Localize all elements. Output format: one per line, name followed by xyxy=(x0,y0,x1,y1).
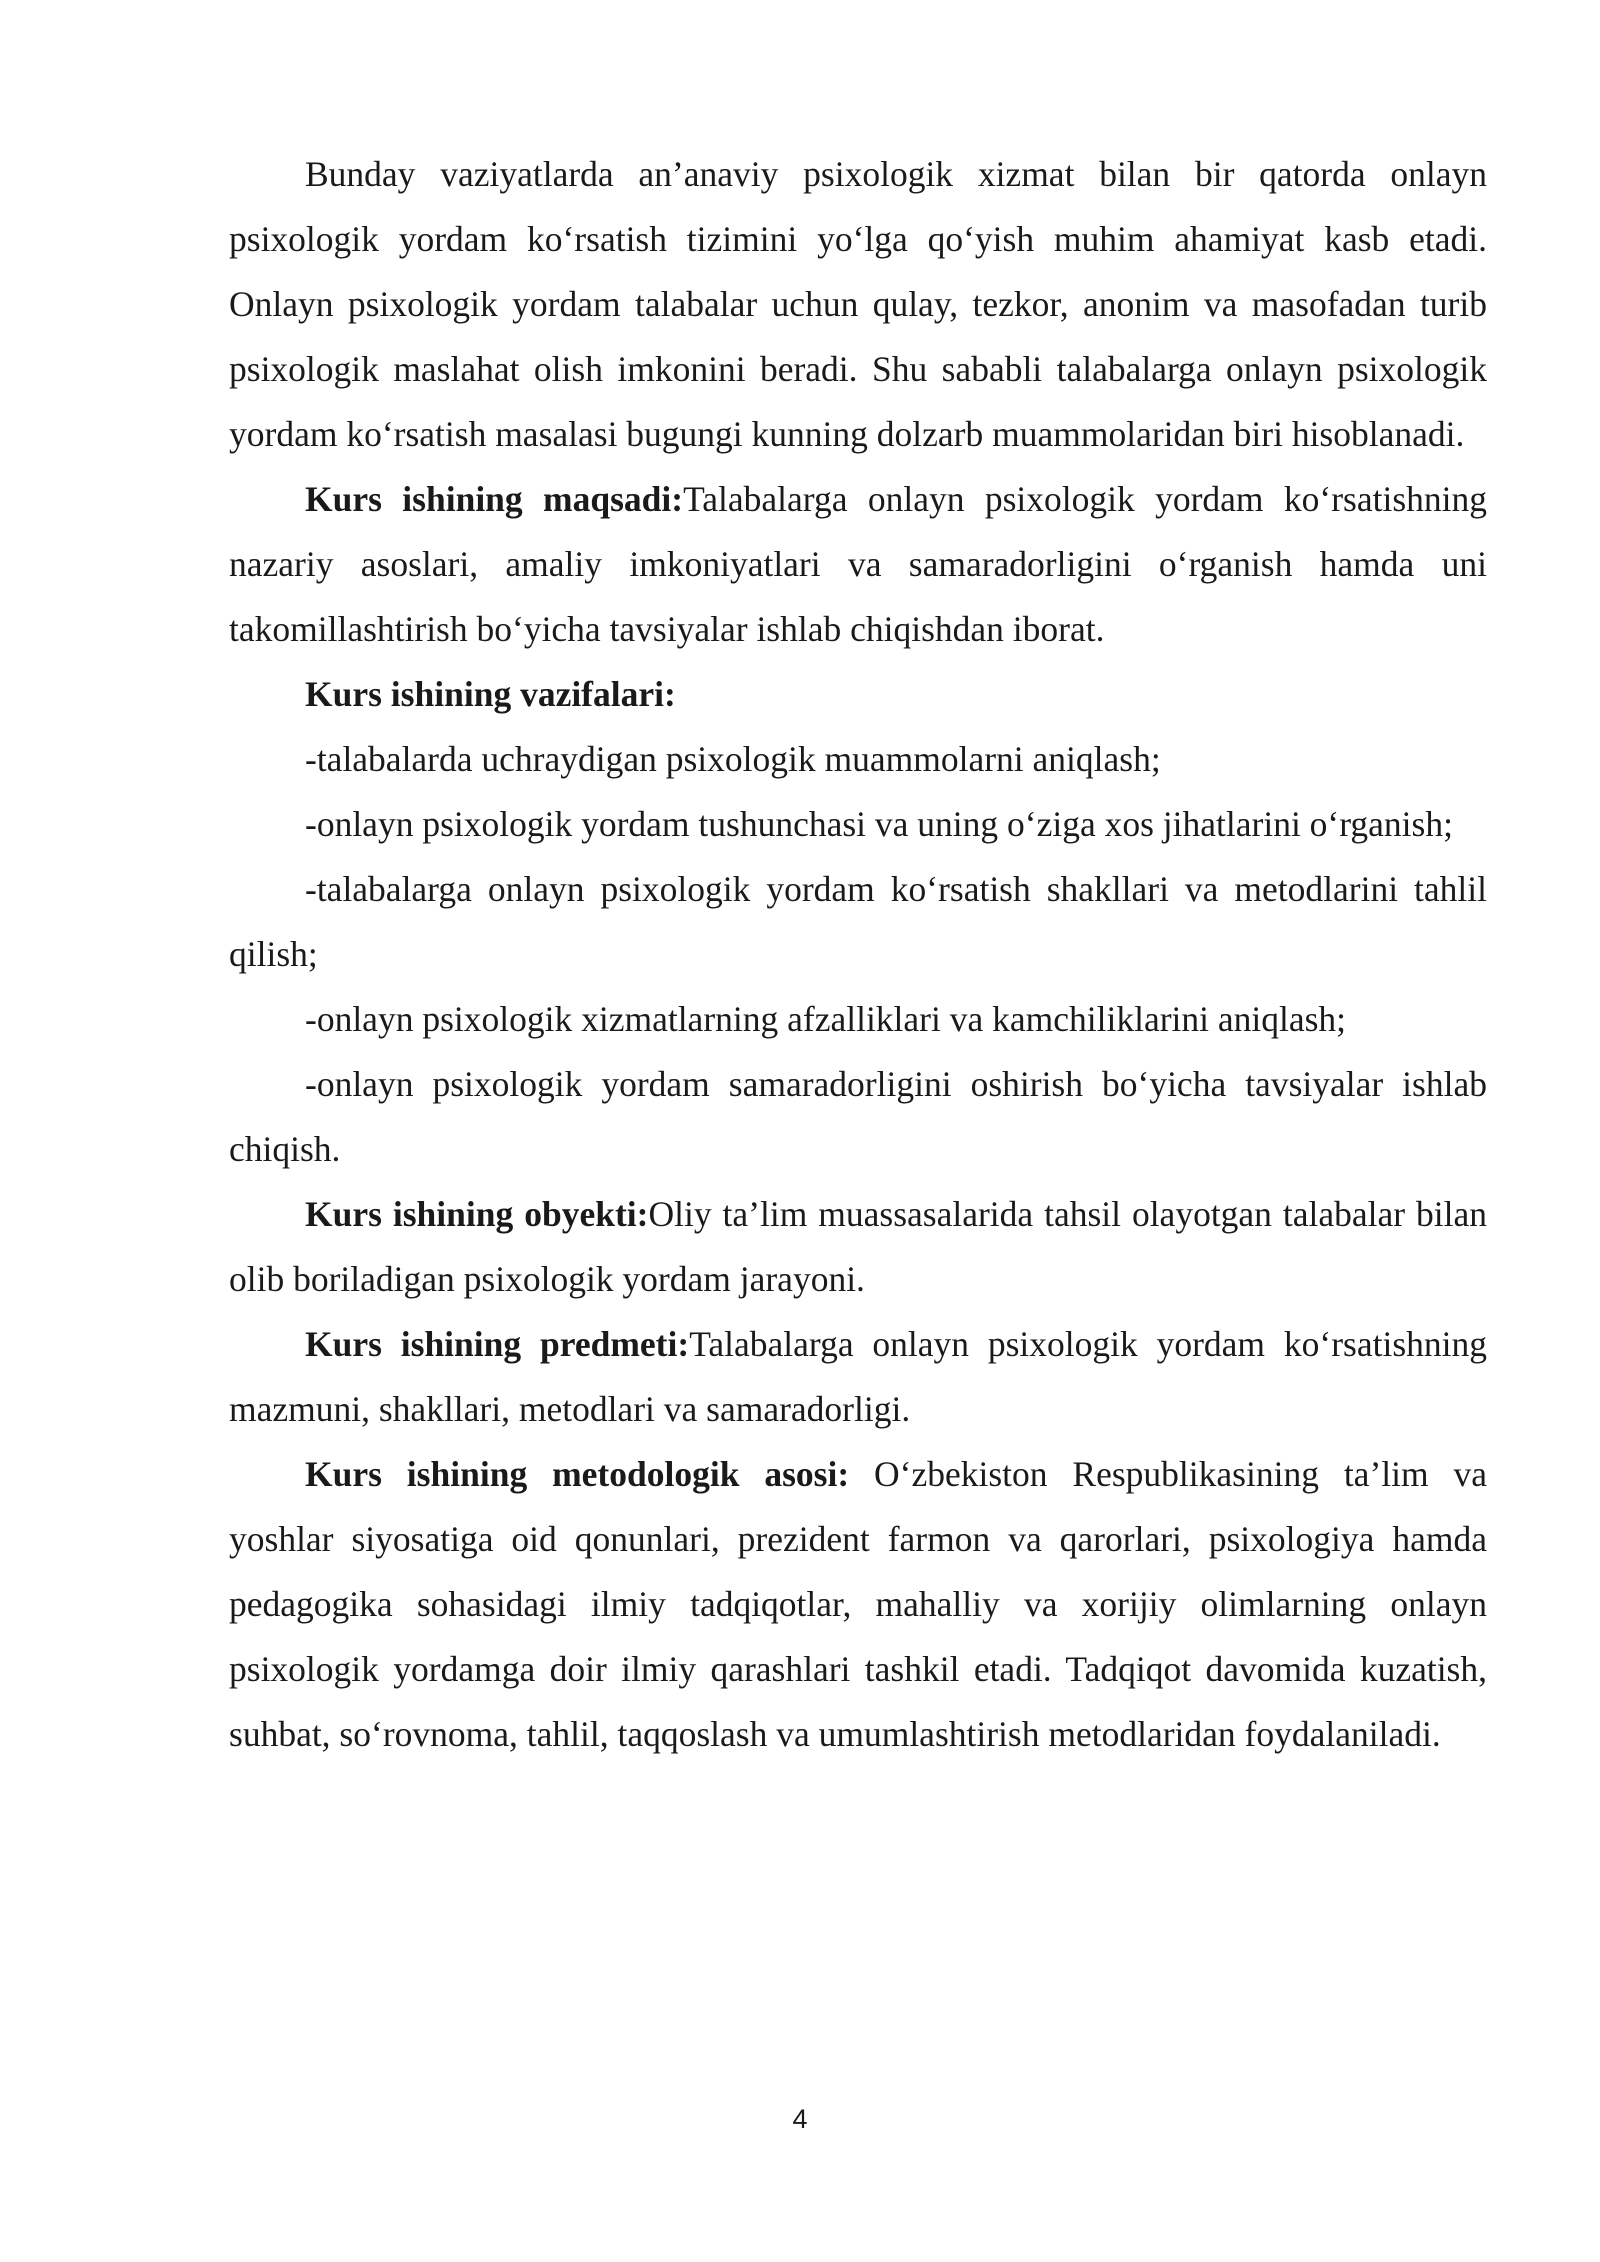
paragraph-text: Talabalarga onlayn psixologik yordam ko‘rsatishning nazariy asoslari, amaliy imkoniyatlari va samaradorligini o‘rganish hamda uni takomillashtirish bo‘yicha tavsiyalar ishlab chiqishdan iborat. xyxy=(229,479,1488,649)
paragraph-text: Bunday vaziyatlarda an’anaviy psixologik xizmat bilan bir qatorda onlayn psixologik yordam ko‘rsatish tizimini yo‘lga qo‘yish muhim ahamiyat kasb etadi. Onlayn psixologik yordam talabalar uchun qulay, tezkor, anonim va masofadan turib psixologik maslahat olish imkonini beradi. Shu sababli talabalarga onlayn psixologik yordam ko‘rsatish masalasi bugungi kunning dolzarb muammolaridan biri hisoblanadi. xyxy=(229,154,1487,454)
task-item xyxy=(229,987,1487,1052)
document-body xyxy=(229,142,1487,1767)
tasks-heading: Kurs ishining vazifalari: xyxy=(305,674,676,714)
methodology-heading: Kurs ishining metodologik asosi: xyxy=(305,1454,850,1494)
paragraph-text: Talabalarga onlayn psixologik yordam ko‘rsatishning mazmuni, shakllari, metodlari va samaradorligi. xyxy=(229,1324,1488,1429)
task-text: -onlayn psixologik xizmatlarning afzalliklari va kamchiliklarini aniqlash; xyxy=(305,999,1347,1039)
paragraph-tasks-heading xyxy=(229,662,1487,727)
paragraph-object xyxy=(229,1182,1487,1312)
paragraph-text: O‘zbekiston Respublikasining ta’lim va yoshlar siyosatiga oid qonunlari, prezident farmon va qarorlari, psixologiya hamda pedagogika sohasidagi ilmiy tadqiqotlar, mahalliy va xorijiy olimlarning onlayn psixologik yordamga doir ilmiy qarashlari tashkil etadi. Tadqiqot davomida kuzatish, suhbat, so‘rovnoma, tahlil, taqqoslash va umumlashtirish metodlaridan foydalaniladi. xyxy=(229,1454,1487,1754)
paragraph-methodology xyxy=(229,1442,1487,1767)
task-item xyxy=(229,1052,1487,1182)
goal-heading: Kurs ishining maqsadi: xyxy=(305,479,684,519)
task-item xyxy=(229,857,1487,987)
task-item xyxy=(229,792,1487,857)
page-number: 4 xyxy=(792,2104,808,2134)
paragraph-intro xyxy=(229,142,1487,467)
task-text: -talabalarda uchraydigan psixologik muammolarni aniqlash; xyxy=(305,739,1161,779)
paragraph-text: Oliy ta’lim muassasalarida tahsil olayotgan talabalar bilan olib boriladigan psixologik yordam jarayoni. xyxy=(229,1194,1487,1299)
paragraph-subject xyxy=(229,1312,1487,1442)
object-heading: Kurs ishining obyekti: xyxy=(305,1194,649,1234)
subject-heading: Kurs ishining predmeti: xyxy=(305,1324,690,1364)
task-item xyxy=(229,727,1487,792)
task-text: -onlayn psixologik yordam samaradorligini oshirish bo‘yicha tavsiyalar ishlab chiqish. xyxy=(229,1064,1487,1169)
task-text: -onlayn psixologik yordam tushunchasi va uning o‘ziga xos jihatlarini o‘rganish; xyxy=(305,804,1453,844)
task-text: -talabalarga onlayn psixologik yordam ko‘rsatish shakllari va metodlarini tahlil qilish; xyxy=(229,869,1487,974)
paragraph-goal xyxy=(229,467,1487,662)
